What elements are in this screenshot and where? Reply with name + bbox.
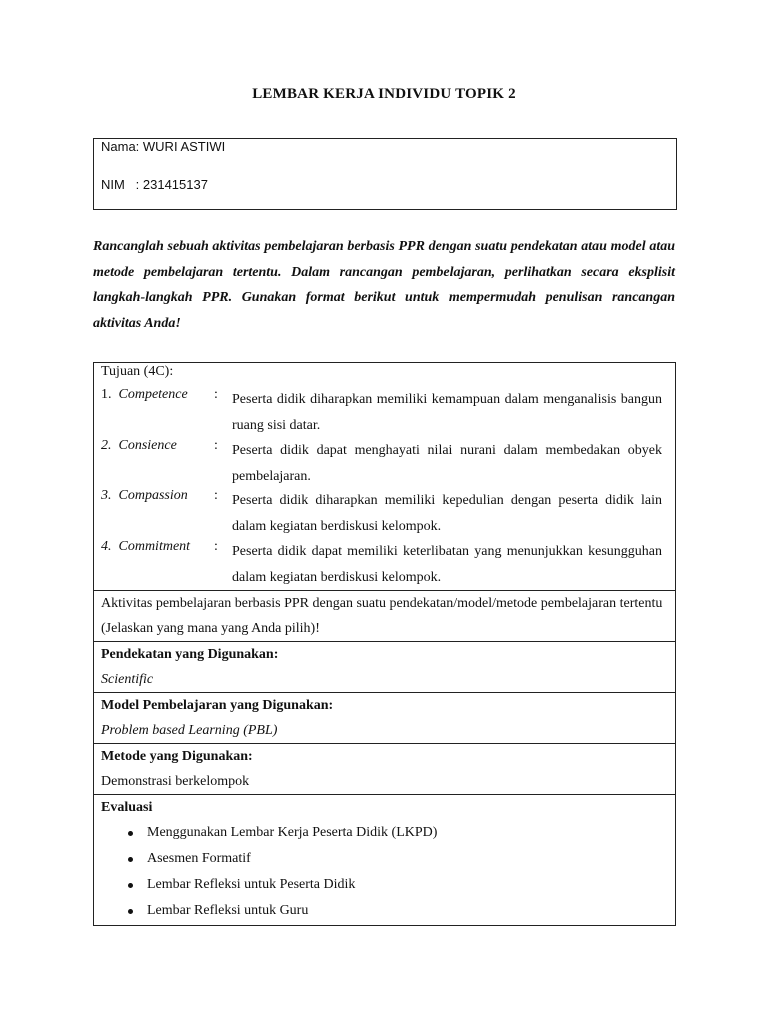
- instructions-paragraph: Rancanglah sebuah aktivitas pembelajaran berbasis PPR dengan suatu pendekatan atau model atau metode pembelajaran tertentu. Dalam rancangan pembelajaran, perlihatkan secara eksplisit langkah-langkah PPR. Gunakan format berikut untuk mempermudah penulisan rancangan aktivitas Anda!: [93, 239, 675, 331]
- goal-description: Peserta didik diharapkan memiliki kemampuan dalam menganalisis bangun ruang sisi datar.: [232, 392, 662, 433]
- identity-box: [93, 138, 677, 210]
- goal-number: 1.: [101, 387, 112, 402]
- metode-cell: [94, 744, 675, 795]
- metode-label: Metode yang Digunakan:: [101, 749, 253, 764]
- model-cell: [94, 693, 675, 744]
- metode-value: Demonstrasi berkelompok: [101, 774, 250, 789]
- model-value: Problem based Learning (PBL): [101, 723, 278, 738]
- list-item: Lembar Refleksi untuk Guru: [101, 898, 675, 924]
- goal-colon: :: [214, 438, 218, 453]
- pendekatan-value: Scientific: [101, 672, 154, 687]
- goal-colon: :: [214, 387, 218, 402]
- evaluasi-label: Evaluasi: [101, 800, 153, 815]
- list-item: Lembar Refleksi untuk Peserta Didik: [101, 872, 675, 898]
- goal-name: Compassion: [118, 488, 188, 503]
- model-label: Model Pembelajaran yang Digunakan:: [101, 698, 334, 713]
- goal-name: Competence: [118, 387, 188, 402]
- goal-colon: :: [214, 488, 218, 503]
- goal-colon: :: [214, 539, 218, 554]
- goal-number: 4.: [101, 539, 112, 554]
- goal-description: Peserta didik diharapkan memiliki kepedulian dengan peserta didik lain dalam kegiatan berdiskusi kelompok.: [232, 493, 662, 534]
- pendekatan-label: Pendekatan yang Digunakan:: [101, 647, 279, 662]
- goal-number: 2.: [101, 438, 112, 453]
- goal-name: Commitment: [118, 539, 191, 554]
- activity-design-table: [93, 362, 676, 926]
- aktivitas-text: Aktivitas pembelajaran berbasis PPR dengan suatu pendekatan/model/metode pembelajaran tertentu (Jelaskan yang mana yang Anda pilih)!: [101, 596, 663, 636]
- aktivitas-cell: [94, 591, 675, 642]
- tujuan-cell: [94, 363, 675, 591]
- student-name: Nama: WURI ASTIWI: [101, 139, 226, 154]
- document-title: LEMBAR KERJA INDIVIDU TOPIK 2: [252, 86, 516, 102]
- list-item: Asesmen Formatif: [101, 846, 675, 872]
- tujuan-label: Tujuan (4C):: [101, 364, 174, 379]
- goal-number: 3.: [101, 488, 112, 503]
- pendekatan-cell: [94, 642, 675, 693]
- evaluasi-cell: [94, 795, 675, 925]
- evaluasi-list: [101, 820, 675, 924]
- goal-description: Peserta didik dapat menghayati nilai nurani dalam membedakan obyek pembelajaran.: [232, 443, 662, 484]
- list-item: Menggunakan Lembar Kerja Peserta Didik (LKPD): [101, 820, 675, 846]
- goal-description: Peserta didik dapat memiliki keterlibatan yang menunjukkan kesungguhan dalam kegiatan berdiskusi kelompok.: [232, 544, 662, 585]
- student-nim: NIM : 231415137: [101, 177, 208, 192]
- goal-name: Consience: [118, 438, 177, 453]
